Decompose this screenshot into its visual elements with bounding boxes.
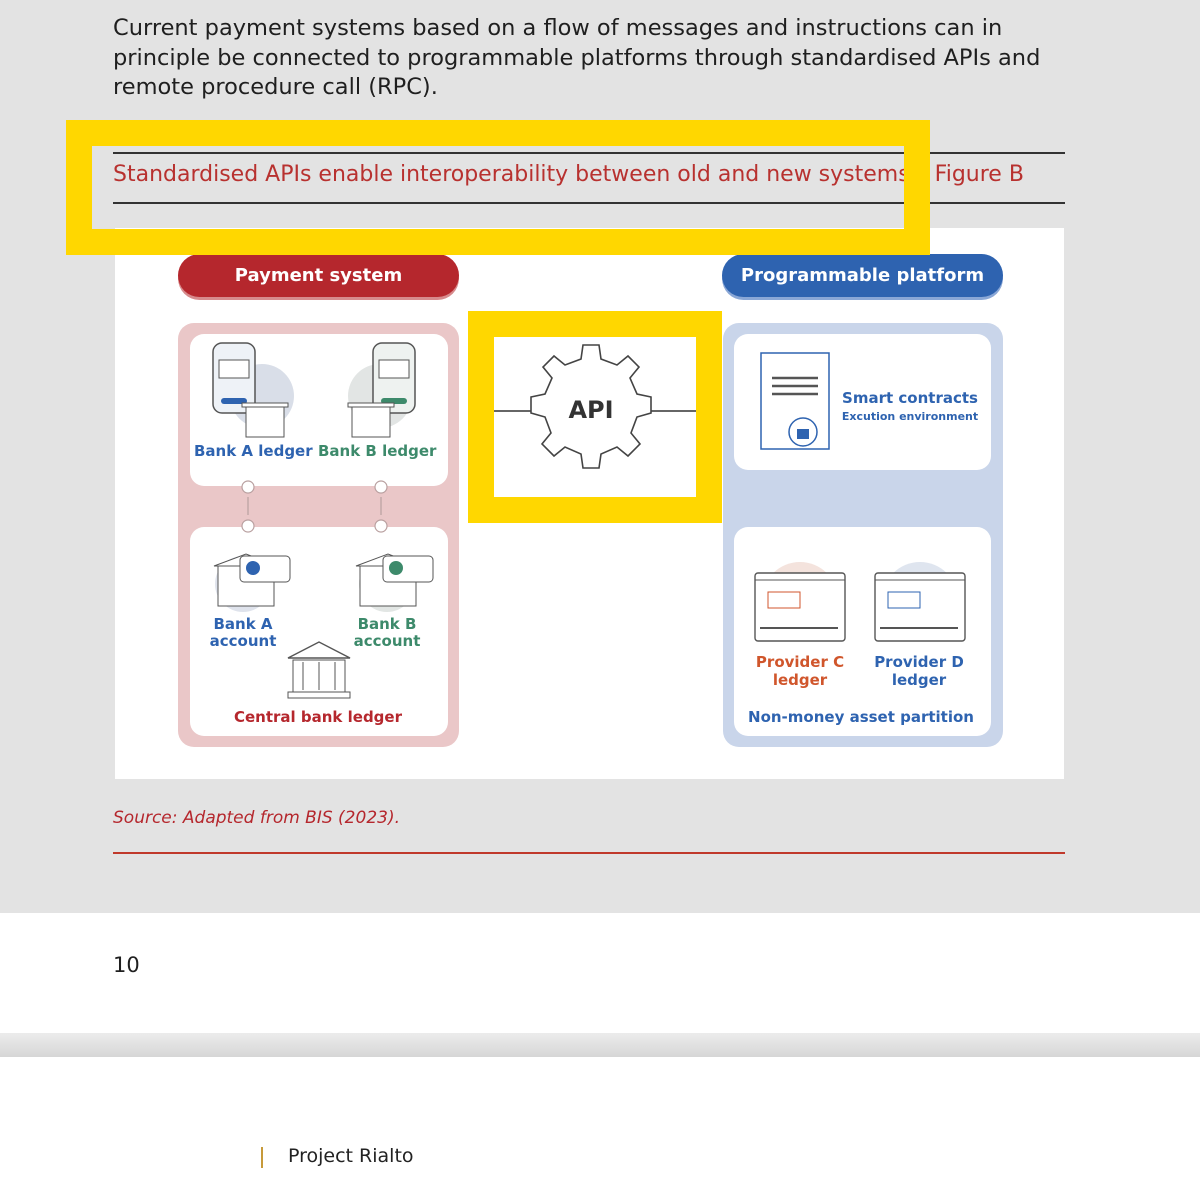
central-bank-ledger-label: Central bank ledger [233, 708, 402, 726]
execution-environment-label: Excution environment [841, 410, 979, 423]
central-bank-icon [288, 642, 350, 698]
footer-title: Project Rialto [288, 1145, 414, 1167]
bank-a-account-label-2: account [209, 632, 277, 650]
provider-d-label-2: ledger [891, 671, 947, 689]
api-label: API [568, 396, 614, 424]
provider-d-label-1: Provider D [874, 653, 964, 671]
bank-a-account-icon [214, 554, 290, 612]
smart-contracts-label: Smart contracts [842, 389, 978, 407]
source-rule [113, 852, 1065, 854]
ledger-account-connectors [242, 481, 387, 532]
provider-d-ledger-icon [875, 562, 965, 641]
provider-c-label-1: Provider C [755, 653, 845, 671]
bank-b-account-label-1: Bank B [357, 615, 417, 633]
bank-a-ledger-label: Bank A ledger [194, 442, 313, 460]
page-number: 10 [113, 953, 140, 977]
figure-title: Standardised APIs enable interoperability between old and new systems – Figure B [113, 162, 1024, 187]
bank-a-ledger-icon [213, 343, 294, 437]
provider-c-ledger-icon [755, 562, 845, 641]
programmable-platform-header: Programmable platform [722, 254, 1003, 297]
bank-b-ledger-label: Bank B ledger [318, 442, 437, 460]
intro-paragraph: Current payment systems based on a flow of messages and instructions can in principle be connected to programmable platforms through standardised APIs and remote procedure call (RPC). [113, 15, 1041, 100]
provider-c-label-2: ledger [772, 671, 828, 689]
figure-source: Source: Adapted from BIS (2023). [113, 808, 400, 828]
payment-system-header: Payment system [178, 254, 459, 297]
title-highlight-box [66, 120, 930, 255]
non-money-partition-label: Non-money asset partition [748, 708, 974, 726]
bank-b-account-icon [356, 554, 433, 612]
bank-a-account-label-1: Bank A [213, 615, 273, 633]
bank-b-account-label-2: account [353, 632, 421, 650]
api-highlight-box [468, 311, 722, 523]
page-separator [0, 1033, 1200, 1057]
smart-contract-document-icon [761, 353, 829, 449]
bank-b-ledger-icon [348, 343, 415, 437]
footer-accent-mark [261, 1147, 263, 1168]
